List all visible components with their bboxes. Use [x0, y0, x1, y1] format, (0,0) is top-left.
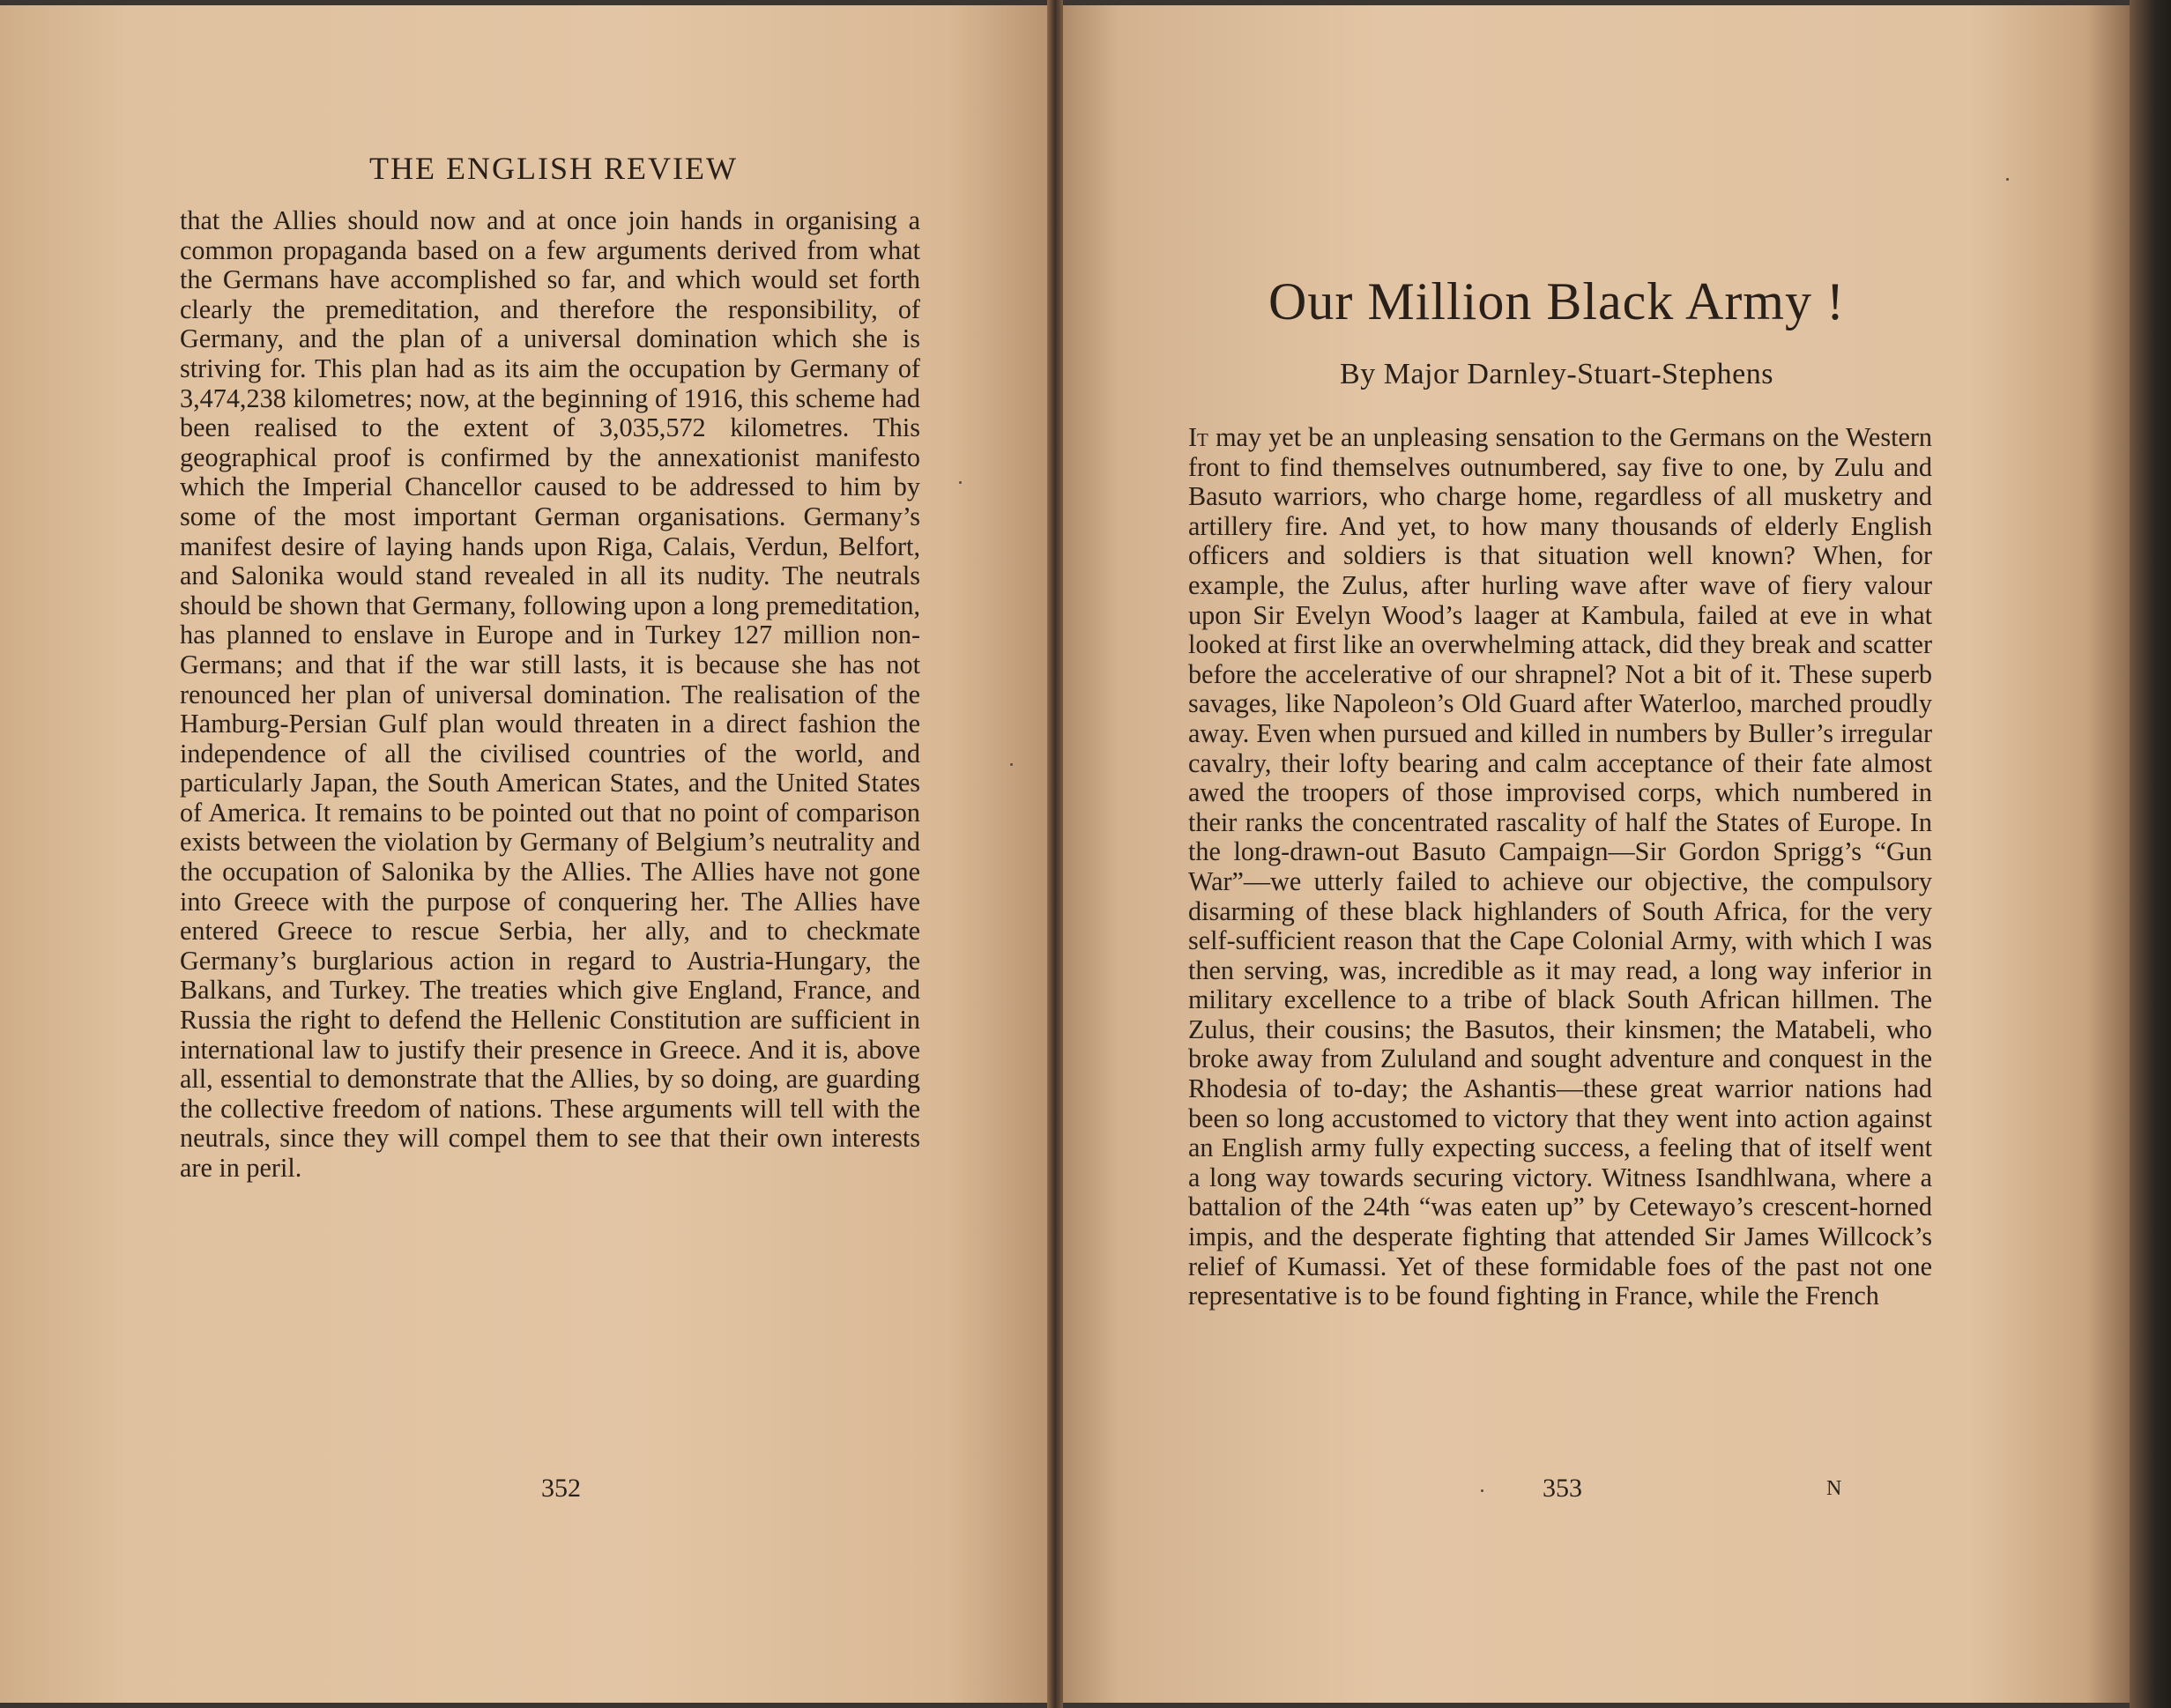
left-page-body — [180, 206, 920, 1184]
left-page-paragraph: that the Allies should now and at once join hands in organising a common propaganda based on a few arguments derived from what the Germans have accomplished so far, and which would set forth clearly the premeditation, and therefore the responsibility, of Germany, and the plan of a universal domination which she is striving for. This plan had as its aim the occupation by Germany of 3,474,238 kilometres; now, at the beginning of 1916, this scheme had been realised to the extent of 3,035,572 kilometres. This geographical proof is confirmed by the annexationist manifesto which the Imperial Chancellor caused to be addressed to him by some of the most important German organisations. Germany’s manifest desire of laying hands upon Riga, Calais, Verdun, Belfort, and Salonika would stand revealed in all its nudity. The neutrals should be shown that Germany, following upon a long premeditation, has planned to enslave in Europe and in Turkey 127 million non-Germans; and that if the war still lasts, it is because she has not renounced her plan of universal domination. The realisation of the Hamburg-Persian Gulf plan would threaten in a direct fashion the independence of all the civilised countries of the world, and particularly Japan, the South American States, and the United States of America. It remains to be pointed out that no point of comparison exists between the violation by Germany of Belgium’s neutrality and the occupation of Salonika by the Allies. The Allies have not gone into Greece with the purpose of conquering her. The Allies have entered Greece to rescue Serbia, her ally, and to checkmate Germany’s burglarious action in regard to Austria-Hungary, the Balkans, and Turkey. The treaties which give England, France, and Russia the right to defend the Hellenic Constitution are sufficient in international law to justify their presence in Greece. And it is, above all, essential to demonstrate that the Allies, by so doing, are guarding the collective freedom of nations. These arguments will tell with the neutrals, since they will compel them to see that their own interests are in peril. — [180, 205, 920, 1183]
running-head: THE ENGLISH REVIEW — [369, 151, 738, 186]
right-page-paragraph — [1188, 423, 1932, 1311]
article-byline: By Major Darnley-Stuart-Stephens — [1340, 358, 1773, 390]
paper-speck — [1010, 763, 1013, 766]
right-page-body — [1188, 423, 1932, 1311]
paper-speck — [1481, 1489, 1483, 1492]
article-title: Our Million Black Army ! — [1268, 272, 1845, 330]
book-edge — [2130, 0, 2171, 1708]
paper-speck — [959, 481, 962, 484]
page-number: 353 — [1543, 1474, 1582, 1503]
paper-speck — [2006, 178, 2009, 181]
right-page — [1054, 5, 2130, 1703]
signature-mark: N — [1826, 1477, 1842, 1500]
left-page — [0, 5, 1054, 1703]
lead-word: It — [1188, 422, 1208, 452]
page-number: 352 — [541, 1474, 581, 1503]
right-page-text: may yet be an unpleasing sensation to the Germans on the Western front to find themselves outnumbered, say five to one, by Zulu and Basuto warriors, who charge home, regardless of all musketry and artillery fire. And yet, to how many thousands of elderly English officers and soldiers is that situation well known? When, for example, the Zulus, after hurling wave after wave of fiery valour upon Sir Evelyn Wood’s laager at Kambula, failed at eve in what looked at first like an overwhelming attack, did they break and scatter before the accelerative of our shrapnel? Not a bit of it. These superb savages, like Napoleon’s Old Guard after Waterloo, marched proudly away. Even when pursued and killed in numbers by Buller’s irregular cavalry, their lofty bearing and calm acceptance of their fate almost awed the troopers of those improvised corps, which numbered in their ranks the concentrated rascality of half the States of Europe. In the long-drawn-out Basuto Campaign—Sir Gordon Sprigg’s “Gun War”—we utterly failed to achieve our objective, the compulsory disarming of these black highlanders of South Africa, for the very self-sufficient reason that the Cape Colonial Army, with which I was then serving, was, incredible as it may read, a long way inferior in military excellence to a tribe of black South African hillmen. The Zulus, their cousins; the Basutos, their kinsmen; the Matabeli, who broke away from Zululand and sought adventure and conquest in the Rhodesia of to-day; the Ashantis—these great warrior nations had been so long accustomed to victory that they went into action against an English army fully expecting success, a feeling that of itself went a long way towards securing victory. Witness Isandhlwana, where a battalion of the 24th “was eaten up” by Cetewayo’s crescent-horned impis, and the desperate fighting that attended Sir James Willcock’s relief of Kumassi. Yet of these formidable foes of the past not one representative is to be found fighting in France, while the French — [1188, 422, 1932, 1311]
book-gutter — [1047, 0, 1063, 1708]
